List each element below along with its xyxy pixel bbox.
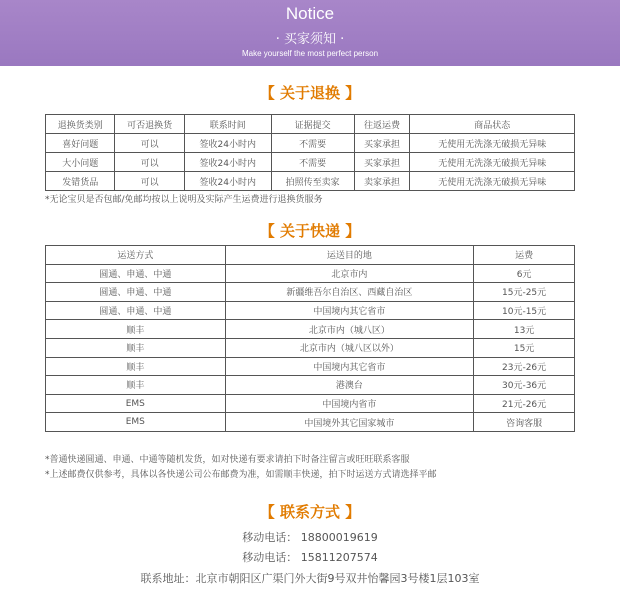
table-cell: 不需要 [271, 134, 354, 153]
table-cell: 圆通、申通、中通 [46, 264, 226, 283]
table-row [46, 134, 575, 153]
table-cell: 10元-15元 [474, 301, 575, 320]
table-cell: 可以 [115, 172, 184, 191]
table-row [46, 413, 575, 432]
table-cell: 30元-36元 [474, 376, 575, 395]
returns-section-title: 【 关于退换 】 [259, 84, 361, 102]
table-cell: 签收24小时内 [184, 134, 271, 153]
table-cell: 北京市内 [225, 264, 474, 283]
table-cell: 中国境外其它国家城市 [225, 413, 474, 432]
table-cell: 顺丰 [46, 376, 226, 395]
table-cell: 无使用无洗涤无破损无异味 [410, 172, 575, 191]
returns-table [45, 114, 575, 191]
table-cell: 不需要 [271, 153, 354, 172]
contact-phone-1: 移动电话： 18800019619 [242, 531, 378, 544]
table-cell: 中国境内省市 [225, 394, 474, 413]
returns-table-header [46, 115, 575, 134]
table-cell: EMS [46, 413, 226, 432]
column-header: 联系时间 [184, 115, 271, 134]
table-row [46, 153, 575, 172]
notice-title-cn: · 买家须知 · [275, 32, 345, 47]
notice-title-en: Notice [285, 4, 335, 23]
table-cell: 卖家承担 [354, 172, 410, 191]
table-cell: 签收24小时内 [184, 153, 271, 172]
column-header: 可否退换货 [115, 115, 184, 134]
table-cell: 北京市内（城八区） [225, 320, 474, 339]
table-cell: 23元-26元 [474, 357, 575, 376]
table-cell: 港澳台 [225, 376, 474, 395]
column-header: 往返运费 [354, 115, 410, 134]
table-cell: 无使用无洗涤无破损无异味 [410, 153, 575, 172]
table-cell: 顺丰 [46, 320, 226, 339]
table-row [46, 301, 575, 320]
table-cell: EMS [46, 394, 226, 413]
contact-address: 联系地址：北京市朝阳区广渠门外大街9号双井怡馨园3号楼1层103室 [140, 572, 480, 585]
table-cell: 签收24小时内 [184, 172, 271, 191]
table-cell: 喜好问题 [46, 134, 115, 153]
column-header: 运送目的地 [225, 246, 474, 265]
column-header: 运送方式 [46, 246, 226, 265]
shipping-table [45, 245, 575, 432]
table-cell: 北京市内（城八区以外） [225, 338, 474, 357]
table-cell: 圆通、申通、中通 [46, 301, 226, 320]
table-cell: 可以 [115, 134, 184, 153]
table-cell: 13元 [474, 320, 575, 339]
column-header: 运费 [474, 246, 575, 265]
table-row [46, 172, 575, 191]
table-cell: 买家承担 [354, 134, 410, 153]
notice-subtitle: Make yourself the most perfect person [241, 49, 379, 58]
shipping-table-header [46, 246, 575, 265]
returns-note: *无论宝贝是否包邮/免邮均按以上说明及实际产生运费进行退换货服务 [45, 195, 323, 205]
table-cell: 中国境内其它省市 [225, 301, 474, 320]
table-row [46, 357, 575, 376]
table-cell: 15元-25元 [474, 283, 575, 302]
table-row [46, 394, 575, 413]
column-header: 退换货类别 [46, 115, 115, 134]
table-cell: 发错货品 [46, 172, 115, 191]
column-header: 商品状态 [410, 115, 575, 134]
table-cell: 可以 [115, 153, 184, 172]
shipping-section-title: 【 关于快递 】 [259, 222, 361, 240]
notice-header [0, 0, 620, 66]
table-row [46, 283, 575, 302]
table-cell: 6元 [474, 264, 575, 283]
shipping-note-1: *普通快递圆通、申通、中通等随机发货，如对快递有要求请拍下时备注留言或旺旺联系客服 [45, 455, 410, 465]
table-cell: 圆通、申通、中通 [46, 283, 226, 302]
contact-section-title: 【 联系方式 】 [259, 503, 361, 521]
table-row [46, 376, 575, 395]
table-cell: 拍照传至卖家 [271, 172, 354, 191]
table-row [46, 264, 575, 283]
table-cell: 15元 [474, 338, 575, 357]
table-cell: 大小问题 [46, 153, 115, 172]
table-cell: 顺丰 [46, 338, 226, 357]
shipping-note-2: *上述邮费仅供参考，具体以各快递公司公布邮费为准，如需顺丰快递，拍下时运送方式请选择平邮 [45, 470, 437, 480]
contact-phone-2: 移动电话： 15811207574 [242, 551, 378, 564]
table-cell: 买家承担 [354, 153, 410, 172]
table-cell: 中国境内其它省市 [225, 357, 474, 376]
table-row [46, 320, 575, 339]
table-cell: 顺丰 [46, 357, 226, 376]
table-cell: 新疆维吾尔自治区、西藏自治区 [225, 283, 474, 302]
table-cell: 咨询客服 [474, 413, 575, 432]
table-cell: 21元-26元 [474, 394, 575, 413]
table-row [46, 338, 575, 357]
column-header: 证据提交 [271, 115, 354, 134]
table-cell: 无使用无洗涤无破损无异味 [410, 134, 575, 153]
